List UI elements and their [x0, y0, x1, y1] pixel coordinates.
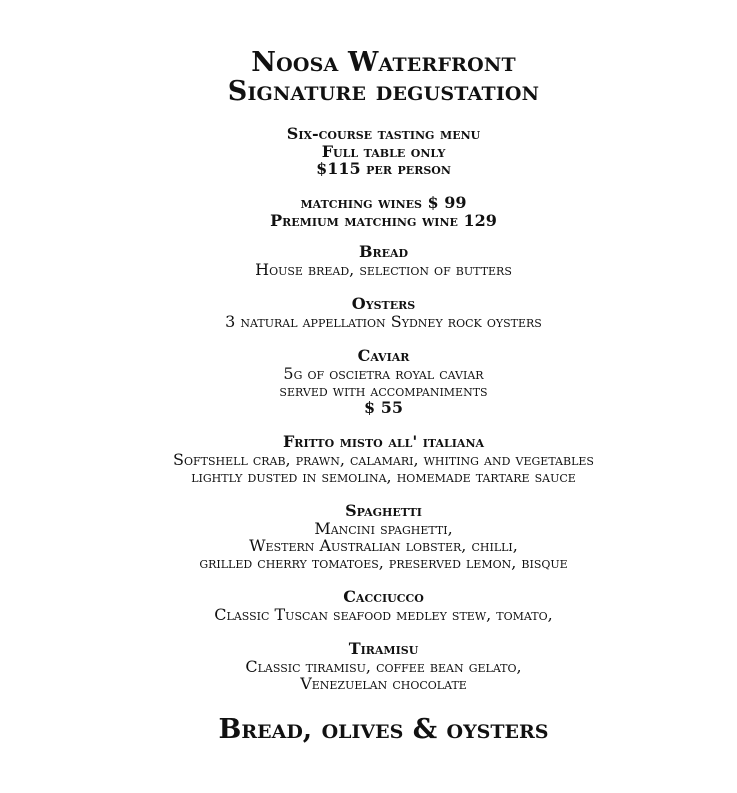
per-person-price: $115 per person: [316, 159, 451, 178]
course-name-bread: Bread: [358, 242, 409, 261]
course-description-tiramisu-2: Venezuelan chocolate: [300, 674, 467, 693]
course-description-spaghetti-3: grilled cherry tomatoes, preserved lemon, bisque: [199, 553, 568, 572]
course-description-caviar-2: served with accompaniments: [279, 381, 488, 400]
course-description-caviar-1: 5g of oscietra royal caviar: [283, 364, 484, 383]
course-description-tiramisu-1: Classic tiramisu, coffee bean gelato,: [245, 657, 522, 676]
course-name-cacciucco: Cacciucco: [343, 587, 424, 606]
menu-title-line2: Signature degustation: [227, 76, 540, 107]
course-description-spaghetti-1: Mancini spaghetti,: [314, 519, 453, 538]
menu-title-line1: Noosa Waterfront: [251, 47, 516, 78]
section-heading-bread-olives-oysters: Bread, olives & oysters: [218, 714, 549, 745]
course-description-oysters: 3 natural appellation Sydney rock oysters: [225, 312, 542, 331]
full-table-note: Full table only: [321, 142, 446, 161]
course-description-spaghetti-2: Western Australian lobster, chilli,: [249, 536, 518, 555]
tasting-menu-label: Six-course tasting menu: [286, 124, 481, 143]
course-description-cacciucco: Classic Tuscan seafood medley stew, tomato,: [214, 605, 553, 624]
course-description-bread: House bread, selection of butters: [255, 260, 512, 279]
course-description-fritto-misto-2: lightly dusted in semolina, homemade tartare sauce: [191, 467, 576, 486]
course-name-oysters: Oysters: [351, 294, 416, 313]
course-name-tiramisu: Tiramisu: [348, 639, 419, 658]
course-price-caviar: $ 55: [364, 398, 403, 417]
course-name-fritto-misto: Fritto misto all' italiana: [282, 432, 485, 451]
course-name-caviar: Caviar: [357, 346, 410, 365]
premium-wines-price: Premium matching wine 129: [270, 211, 497, 230]
course-name-spaghetti: Spaghetti: [345, 501, 422, 520]
course-description-fritto-misto-1: Softshell crab, prawn, calamari, whiting and vegetables: [173, 450, 594, 469]
matching-wines-price: matching wines $ 99: [300, 193, 467, 212]
